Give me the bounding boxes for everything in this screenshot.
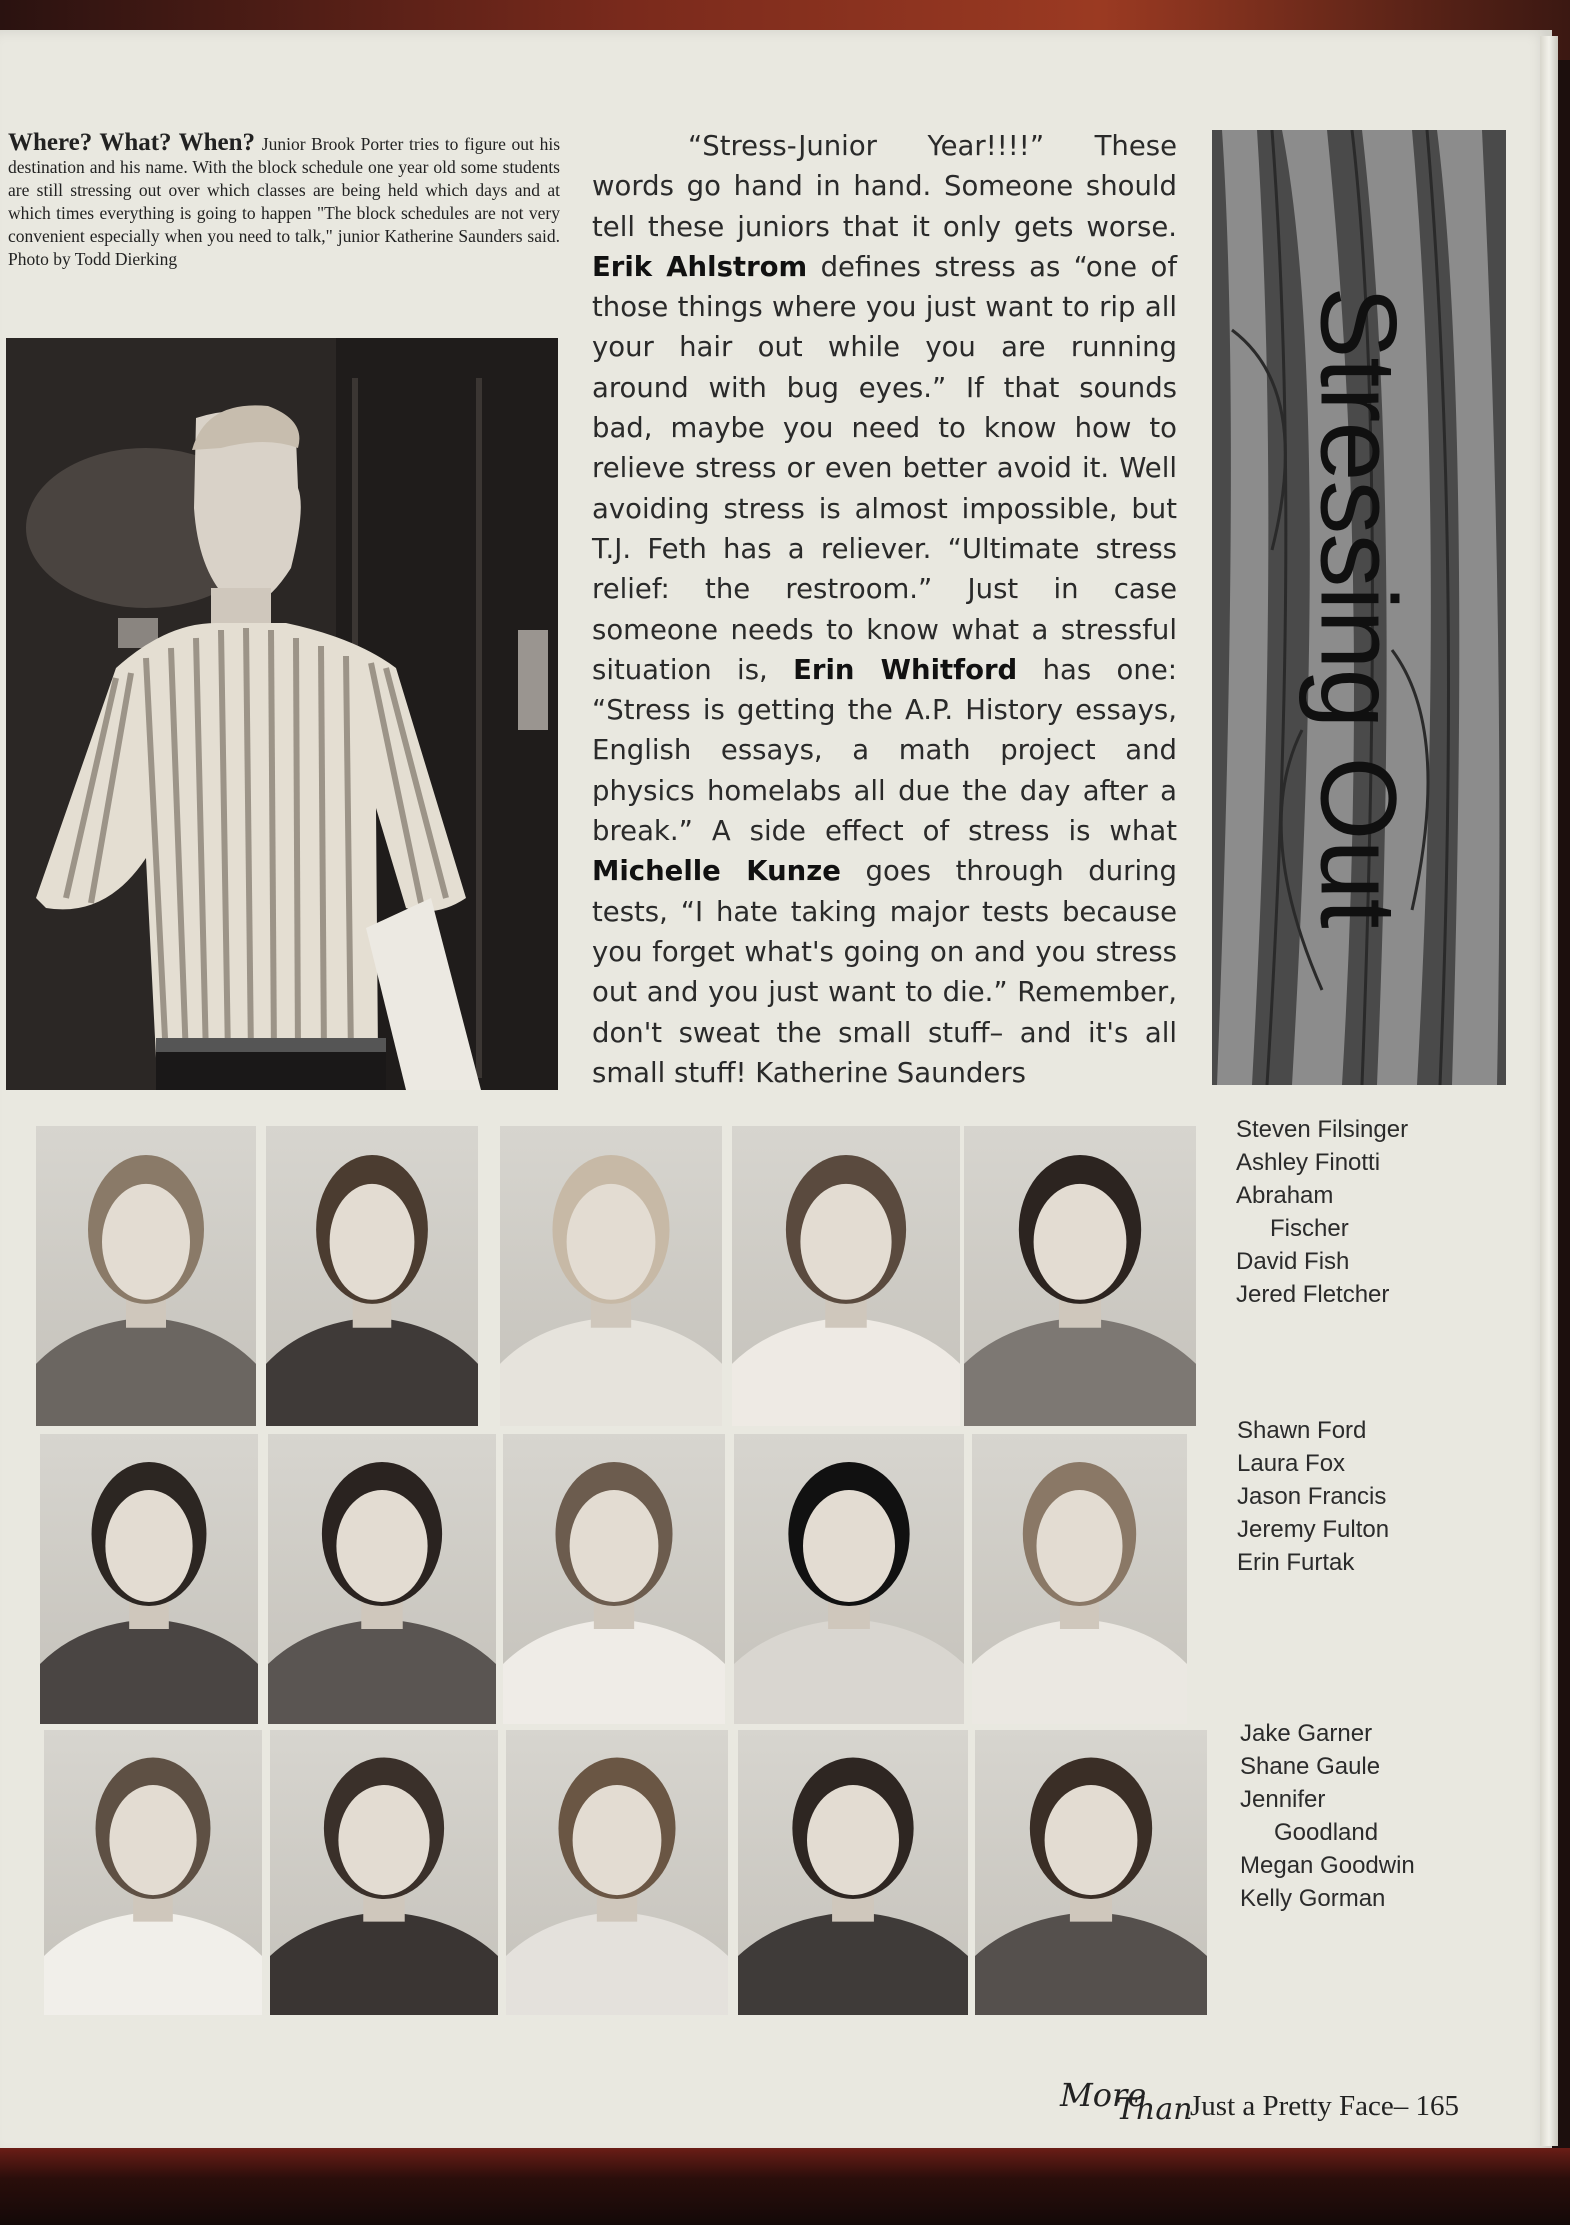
student-name: Shawn Ford	[1237, 1417, 1367, 1444]
student-name: Erin Furtak	[1237, 1549, 1355, 1576]
student-name-highlight: Erik Ahlstrom	[592, 250, 808, 283]
student-name: Jake Garner	[1240, 1720, 1373, 1747]
student-portrait	[964, 1126, 1196, 1426]
article-text-4: goes through during tests, “I hate taking major tests because you forget what's going on and you stress out and you just want to die.” Remember, don't sweat the small stuff– and it's all small stuff! Katherine Saunders	[592, 855, 1178, 1089]
student-name: Jason Francis	[1237, 1483, 1387, 1510]
page-title: Stressing Out	[1298, 286, 1420, 928]
student-name: Fischer	[1270, 1215, 1349, 1242]
student-portrait	[36, 1126, 256, 1426]
footer-more: More	[1060, 2076, 1147, 2114]
student-name: Shane Gaule	[1240, 1753, 1381, 1780]
student-portrait	[732, 1126, 960, 1426]
student-portrait	[738, 1730, 968, 2015]
main-photo	[6, 338, 558, 1090]
student-portrait	[975, 1730, 1207, 2015]
book-bottom-edge	[0, 2148, 1570, 2225]
student-name: Ashley Finotti	[1236, 1149, 1381, 1176]
footer-than: Than	[1116, 2092, 1193, 2127]
student-portrait	[266, 1126, 478, 1426]
footer-folio: Just a Pretty Face– 165	[1190, 2090, 1460, 2122]
student-name: Kelly Gorman	[1240, 1885, 1386, 1912]
name-list-row-1	[1236, 1113, 1408, 1311]
student-portrait	[44, 1730, 262, 2015]
student-portrait	[268, 1434, 496, 1724]
student-name: Jered Fletcher	[1236, 1281, 1390, 1308]
caption-body: Junior Brook Porter tries to figure out his destination and his name. With the block schedule one year old some students are still stressing out over which classes are being held which days and at which times everything is going to happen "The block schedules are not very convenient especially when you need to talk," junior Katherine Saunders said. Photo by Todd Dierking	[8, 134, 561, 269]
student-name-highlight: Erin Whitford	[793, 653, 1018, 686]
student-name-highlight: Michelle Kunze	[592, 855, 841, 888]
student-portrait	[40, 1434, 258, 1724]
caption-lead: Where? What? When?	[8, 129, 256, 156]
student-name: Goodland	[1274, 1819, 1379, 1846]
student-name: David Fish	[1236, 1248, 1350, 1275]
student-portrait	[734, 1434, 964, 1724]
student-portrait	[270, 1730, 498, 2015]
student-name: Abraham	[1236, 1182, 1334, 1209]
photo-caption	[8, 129, 561, 271]
student-portrait	[500, 1126, 722, 1426]
student-name: Steven Filsinger	[1236, 1116, 1409, 1143]
student-portrait	[506, 1730, 728, 2015]
student-name: Jennifer	[1240, 1786, 1326, 1813]
student-name: Laura Fox	[1237, 1450, 1346, 1477]
student-name: Megan Goodwin	[1240, 1852, 1415, 1879]
name-list-row-3	[1240, 1717, 1415, 1915]
page-edge	[1540, 36, 1558, 2146]
article-text-3: has one: “Stress is getting the A.P. History essays, English essays, a math project and physics homelabs all due the day after a break.” A side effect of stress is what	[592, 653, 1178, 848]
student-portrait	[503, 1434, 725, 1724]
article-text-2: defines stress as “one of those things where you just want to rip all your hair out while you are running around with bug eyes.” If that sounds bad, maybe you need to know how to relieve stress or even better avoid it. Well avoiding stress is almost impossible, but T.J. Feth has a reliever. “Ultimate stress relief: the restroom.” Just in case someone needs to know what a stressful situation is,	[592, 250, 1177, 686]
student-name: Jeremy Fulton	[1237, 1516, 1390, 1543]
student-portrait	[972, 1434, 1187, 1724]
article-text-1: “Stress-Junior Year!!!!” These words go hand in hand. Someone should tell these juniors that it only gets worse.	[592, 130, 1177, 243]
name-list-row-2	[1237, 1414, 1389, 1579]
article-body	[592, 126, 1177, 1093]
title-panel	[1212, 130, 1506, 1085]
